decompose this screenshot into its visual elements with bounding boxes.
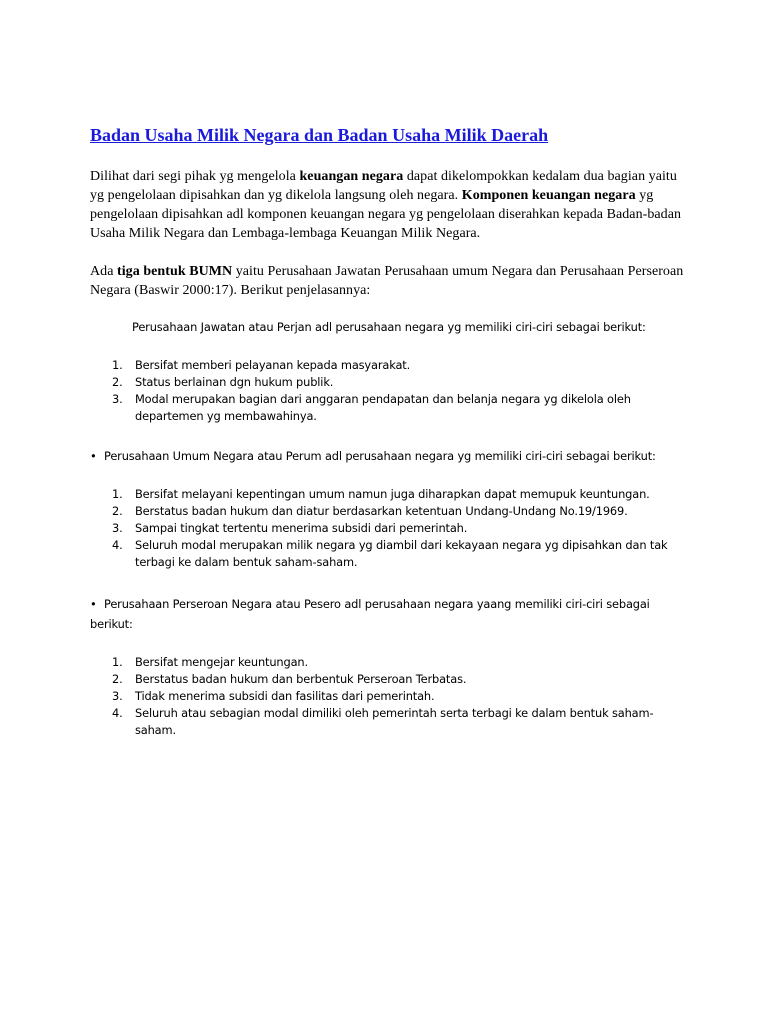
- list-text: Status berlainan dgn hukum publik.: [135, 375, 334, 389]
- list-text: Berstatus badan hukum dan diatur berdasarkan ketentuan Undang-Undang No.19/1969.: [135, 504, 628, 518]
- list-item: [90, 391, 690, 425]
- list-item: [90, 537, 690, 571]
- list-number: 1.: [112, 487, 123, 501]
- list-text: Seluruh atau sebagian modal dimiliki oleh pemerintah serta terbagi ke dalam bentuk saham-saham.: [135, 706, 654, 737]
- list-number: 3.: [112, 392, 123, 406]
- list-text: Seluruh modal merupakan milik negara yg diambil dari kekayaan negara yg dipisahkan dan tak terbagi ke dalam bentuk saham-saham.: [135, 538, 668, 569]
- list-item: [90, 357, 690, 374]
- section-perum-intro-text: Perusahaan Umum Negara atau Perum adl perusahaan negara yg memiliki ciri-ciri sebagai berikut:: [104, 449, 656, 463]
- list-item: [90, 705, 690, 739]
- list-text: Tidak menerima subsidi dan fasilitas dari pemerintah.: [135, 689, 435, 703]
- para2-bold-1: tiga bentuk BUMN: [117, 264, 233, 279]
- page-title[interactable]: Badan Usaha Milik Negara dan Badan Usaha Milik Daerah: [90, 125, 549, 145]
- list-item: [90, 486, 690, 503]
- bullet-icon: •: [90, 449, 97, 463]
- section-perum-intro: [90, 448, 690, 465]
- para1-text-1: Dilihat dari segi pihak yg mengelola: [90, 169, 300, 184]
- list-item: [90, 671, 690, 688]
- bullet-icon: •: [90, 597, 97, 611]
- list-item: [90, 688, 690, 705]
- para1-text-2: dapat dikelompokkan kedalam dua bagian yaitu yg pengelolaan dipisahkan dan yg dikelola langsung oleh negara.: [90, 169, 677, 203]
- para1-text-3: yg pengelolaan dipisahkan adl komponen keuangan negara yg pengelolaan diserahkan kepada Badan-badan Usaha Milik Negara dan Lembaga-lembaga Keuangan Milik Negara.: [90, 188, 682, 241]
- list-text: Bersifat melayani kepentingan umum namun juga diharapkan dapat memupuk keuntungan.: [135, 487, 650, 501]
- list-perjan: [90, 357, 690, 425]
- list-number: 3.: [112, 521, 123, 535]
- section-pesero-intro: [90, 594, 690, 634]
- list-pesero: [90, 654, 690, 739]
- list-item: [90, 520, 690, 537]
- paragraph-tiga-bentuk: [90, 262, 690, 300]
- list-item: [90, 374, 690, 391]
- para1-bold-1: keuangan negara: [299, 169, 404, 184]
- list-item: [90, 503, 690, 520]
- list-number: 2.: [112, 504, 123, 518]
- list-number: 2.: [112, 672, 123, 686]
- list-text: Modal merupakan bagian dari anggaran pendapatan dan belanja negara yg dikelola oleh departemen yg membawahinya.: [135, 392, 631, 423]
- list-text: Sampai tingkat tertentu menerima subsidi dari pemerintah.: [135, 521, 468, 535]
- para1-bold-2: Komponen keuangan negara: [461, 188, 636, 203]
- list-number: 3.: [112, 689, 123, 703]
- list-text: Bersifat mengejar keuntungan.: [135, 655, 308, 669]
- list-item: [90, 654, 690, 671]
- document-page: [90, 124, 690, 762]
- para2-text-2: yaitu Perusahaan Jawatan Perusahaan umum Negara dan Perusahaan Perseroan Negara (Baswir 2000:17). Berikut penjelasannya:: [90, 264, 684, 298]
- list-number: 1.: [112, 358, 123, 372]
- section-perjan-intro: Perusahaan Jawatan atau Perjan adl perusahaan negara yg memiliki ciri-ciri sebagai berikut:: [132, 320, 646, 334]
- list-number: 4.: [112, 538, 123, 552]
- para2-text-1: Ada: [90, 264, 118, 279]
- list-text: Berstatus badan hukum dan berbentuk Perseroan Terbatas.: [135, 672, 467, 686]
- list-text: Bersifat memberi pelayanan kepada masyarakat.: [135, 358, 411, 372]
- list-perum: [90, 486, 690, 571]
- paragraph-keuangan-negara: [90, 167, 690, 243]
- list-number: 1.: [112, 655, 123, 669]
- section-pesero-intro-text: Perusahaan Perseroan Negara atau Pesero adl perusahaan negara yaang memiliki ciri-ciri sebagai berikut:: [90, 597, 650, 631]
- list-number: 2.: [112, 375, 123, 389]
- list-number: 4.: [112, 706, 123, 720]
